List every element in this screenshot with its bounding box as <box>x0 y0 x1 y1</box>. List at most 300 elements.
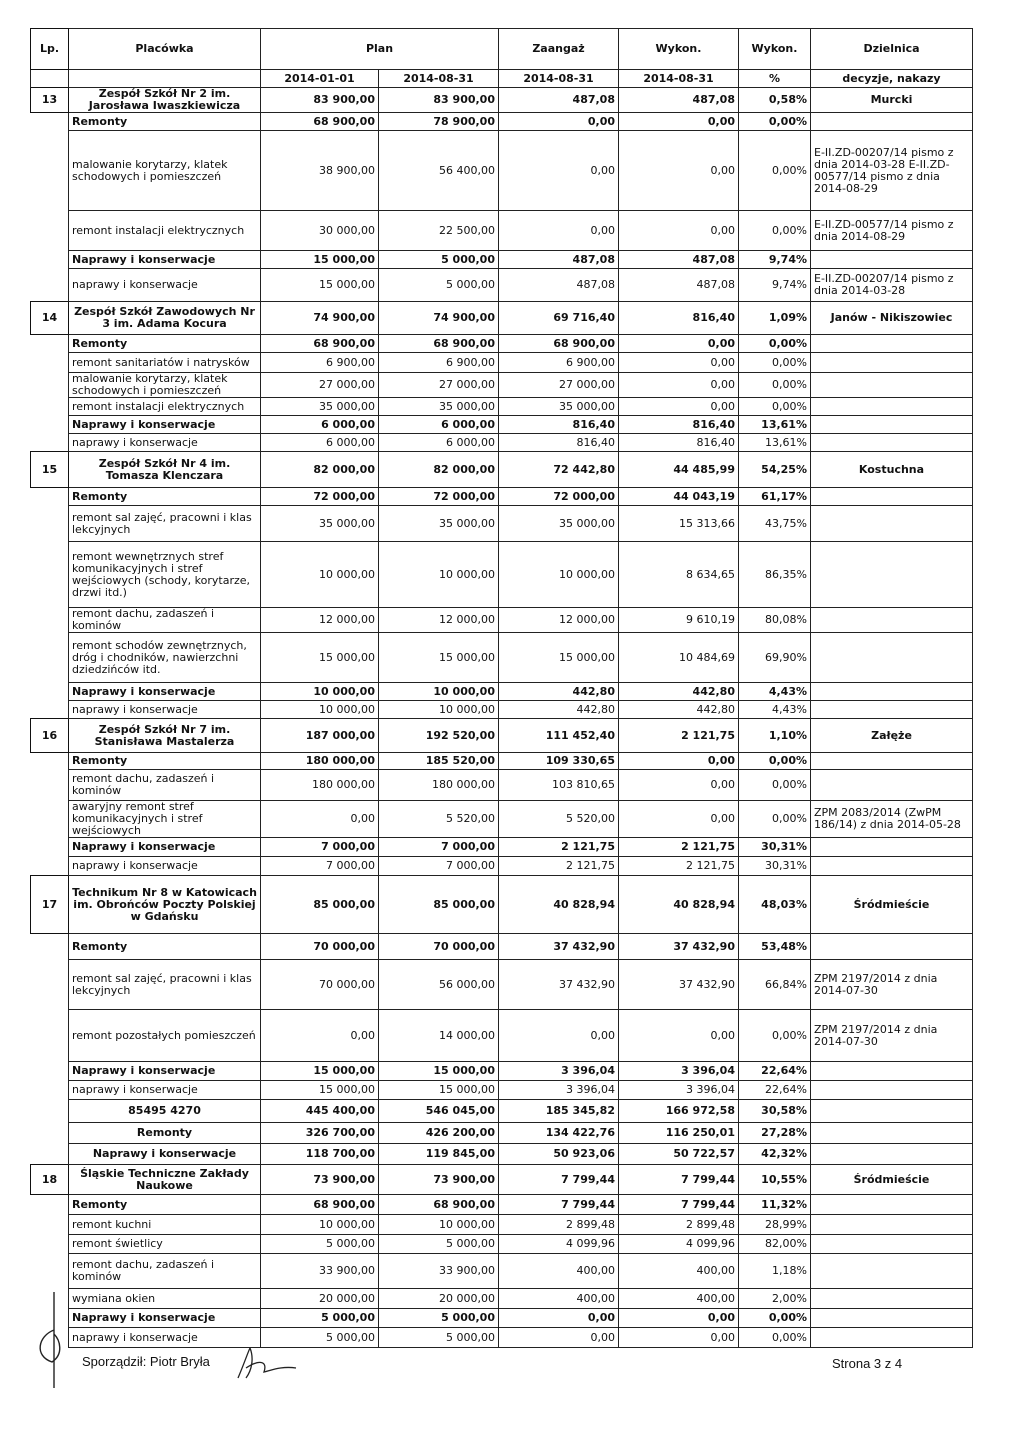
decision-note: E-II.ZD-00207/14 pismo z dnia 2014-03-28 E-II.ZD-00577/14 pismo z dnia 2014-08-29 <box>811 131 973 211</box>
value-p2: 27 000,00 <box>379 373 499 398</box>
facility-name: remont wewnętrznych stref komunikacyjnych i stref wejściowych (schody, korytarze, drzwi itd.) <box>69 542 261 608</box>
value-z: 7 799,44 <box>499 1165 619 1195</box>
value-p1: 5 000,00 <box>261 1328 379 1348</box>
value-pct: 2,00% <box>739 1289 811 1309</box>
value-p2: 74 900,00 <box>379 302 499 335</box>
value-p1: 0,00 <box>261 1010 379 1062</box>
value-w: 442,80 <box>619 701 739 719</box>
value-p2: 10 000,00 <box>379 542 499 608</box>
lp-cell <box>31 608 69 633</box>
value-pct: 10,55% <box>739 1165 811 1195</box>
value-p1: 6 000,00 <box>261 416 379 434</box>
value-w: 0,00 <box>619 1010 739 1062</box>
value-w: 9 610,19 <box>619 608 739 633</box>
value-p2: 180 000,00 <box>379 770 499 801</box>
value-pct: 0,00% <box>739 1328 811 1348</box>
table-row <box>31 434 973 452</box>
lp-cell <box>31 1100 69 1123</box>
table-row <box>31 269 973 302</box>
table-row <box>31 1215 973 1235</box>
value-pct: 0,00% <box>739 373 811 398</box>
value-pct: 1,18% <box>739 1254 811 1289</box>
value-w: 4 099,96 <box>619 1235 739 1254</box>
value-p2: 192 520,00 <box>379 719 499 753</box>
value-p1: 70 000,00 <box>261 934 379 960</box>
value-z: 37 432,90 <box>499 934 619 960</box>
value-pct: 11,32% <box>739 1195 811 1215</box>
value-z: 442,80 <box>499 701 619 719</box>
value-p2: 33 900,00 <box>379 1254 499 1289</box>
value-z: 50 923,06 <box>499 1144 619 1165</box>
facility-name: Remonty <box>69 113 261 131</box>
value-p2: 56 400,00 <box>379 131 499 211</box>
value-z: 400,00 <box>499 1289 619 1309</box>
value-pct: 0,00% <box>739 353 811 373</box>
value-p2: 15 000,00 <box>379 1062 499 1081</box>
value-p2: 5 000,00 <box>379 269 499 302</box>
header-zaangaz: Zaangaż <box>499 29 619 70</box>
value-p1: 15 000,00 <box>261 1062 379 1081</box>
table-row <box>31 353 973 373</box>
value-pct: 1,09% <box>739 302 811 335</box>
lp-cell <box>31 633 69 683</box>
header-plan-date2: 2014-08-31 <box>379 70 499 88</box>
value-p2: 5 000,00 <box>379 1309 499 1328</box>
value-w: 37 432,90 <box>619 960 739 1010</box>
value-z: 487,08 <box>499 269 619 302</box>
lp-cell <box>31 753 69 770</box>
decision-note <box>811 1215 973 1235</box>
value-p1: 20 000,00 <box>261 1289 379 1309</box>
decision-note: ZPM 2083/2014 (ZwPM 186/14) z dnia 2014-05-28 <box>811 801 973 838</box>
facility-name: remont sal zajęć, pracowni i klas lekcyjnych <box>69 506 261 542</box>
facility-name: wymiana okien <box>69 1289 261 1309</box>
value-w: 0,00 <box>619 398 739 416</box>
district: Murcki <box>811 88 973 113</box>
value-w: 487,08 <box>619 251 739 269</box>
table-row <box>31 131 973 211</box>
value-w: 487,08 <box>619 269 739 302</box>
value-p2: 12 000,00 <box>379 608 499 633</box>
value-p1: 180 000,00 <box>261 770 379 801</box>
lp-cell <box>31 1010 69 1062</box>
value-p1: 68 900,00 <box>261 335 379 353</box>
facility-name: remont sanitariatów i natrysków <box>69 353 261 373</box>
facility-name: Remonty <box>69 488 261 506</box>
total-row <box>31 1100 973 1123</box>
table-row <box>31 1328 973 1348</box>
value-pct: 9,74% <box>739 269 811 302</box>
value-w: 2 899,48 <box>619 1215 739 1235</box>
value-z: 134 422,76 <box>499 1123 619 1144</box>
budget-table <box>30 28 973 1348</box>
value-p1: 6 900,00 <box>261 353 379 373</box>
table-row <box>31 701 973 719</box>
lp-cell <box>31 416 69 434</box>
value-w: 3 396,04 <box>619 1081 739 1100</box>
value-p2: 82 000,00 <box>379 452 499 488</box>
facility-name: naprawy i konserwacje <box>69 434 261 452</box>
value-pct: 53,48% <box>739 934 811 960</box>
value-pct: 9,74% <box>739 251 811 269</box>
value-w: 816,40 <box>619 434 739 452</box>
value-p2: 185 520,00 <box>379 753 499 770</box>
header-zaangaz-date: 2014-08-31 <box>499 70 619 88</box>
value-z: 816,40 <box>499 416 619 434</box>
value-p2: 85 000,00 <box>379 876 499 934</box>
value-p1: 10 000,00 <box>261 701 379 719</box>
decision-note <box>811 753 973 770</box>
value-p2: 35 000,00 <box>379 398 499 416</box>
signature-margin <box>24 1290 84 1390</box>
value-w: 487,08 <box>619 88 739 113</box>
value-w: 0,00 <box>619 1309 739 1328</box>
lp-cell: 15 <box>31 452 69 488</box>
lp-cell <box>31 251 69 269</box>
value-p2: 119 845,00 <box>379 1144 499 1165</box>
value-w: 116 250,01 <box>619 1123 739 1144</box>
lp-cell: 18 <box>31 1165 69 1195</box>
lp-cell <box>31 701 69 719</box>
header-wykon-date: 2014-08-31 <box>619 70 739 88</box>
value-z: 6 900,00 <box>499 353 619 373</box>
value-p2: 72 000,00 <box>379 488 499 506</box>
lp-cell <box>31 1081 69 1100</box>
value-p2: 546 045,00 <box>379 1100 499 1123</box>
district: Śródmieście <box>811 876 973 934</box>
facility-name: Remonty <box>69 335 261 353</box>
value-p2: 70 000,00 <box>379 934 499 960</box>
value-w: 816,40 <box>619 302 739 335</box>
category-row <box>31 416 973 434</box>
lp-cell: 16 <box>31 719 69 753</box>
value-pct: 0,00% <box>739 211 811 251</box>
value-pct: 0,00% <box>739 1010 811 1062</box>
decision-note <box>811 1195 973 1215</box>
category-row <box>31 251 973 269</box>
value-z: 2 121,75 <box>499 857 619 876</box>
decision-note <box>811 416 973 434</box>
value-pct: 0,00% <box>739 131 811 211</box>
lp-cell <box>31 1215 69 1235</box>
decision-note <box>811 1100 973 1123</box>
value-p1: 326 700,00 <box>261 1123 379 1144</box>
table-row <box>31 633 973 683</box>
value-p1: 85 000,00 <box>261 876 379 934</box>
value-pct: 22,64% <box>739 1081 811 1100</box>
value-pct: 66,84% <box>739 960 811 1010</box>
value-w: 3 396,04 <box>619 1062 739 1081</box>
value-z: 816,40 <box>499 434 619 452</box>
facility-name: malowanie korytarzy, klatek schodowych i pomieszczeń <box>69 373 261 398</box>
value-p2: 14 000,00 <box>379 1010 499 1062</box>
value-w: 8 634,65 <box>619 542 739 608</box>
value-pct: 43,75% <box>739 506 811 542</box>
value-pct: 13,61% <box>739 434 811 452</box>
value-pct: 0,00% <box>739 1309 811 1328</box>
value-z: 442,80 <box>499 683 619 701</box>
decision-note <box>811 770 973 801</box>
decision-note <box>811 857 973 876</box>
decision-note <box>811 633 973 683</box>
value-p1: 445 400,00 <box>261 1100 379 1123</box>
lp-cell <box>31 1062 69 1081</box>
value-pct: 42,32% <box>739 1144 811 1165</box>
facility-name: Zespół Szkół Nr 2 im. Jarosława Iwaszkiewicza <box>69 88 261 113</box>
value-p1: 72 000,00 <box>261 488 379 506</box>
value-p2: 68 900,00 <box>379 335 499 353</box>
decision-note <box>811 353 973 373</box>
lp-cell <box>31 211 69 251</box>
value-w: 400,00 <box>619 1254 739 1289</box>
facility-name: naprawy i konserwacje <box>69 701 261 719</box>
lp-cell <box>31 113 69 131</box>
value-w: 400,00 <box>619 1289 739 1309</box>
header-wykon-pct: Wykon. <box>739 29 811 70</box>
value-p1: 38 900,00 <box>261 131 379 211</box>
decision-note <box>811 1289 973 1309</box>
value-p2: 6 000,00 <box>379 416 499 434</box>
category-row <box>31 838 973 857</box>
decision-note <box>811 434 973 452</box>
school-row <box>31 88 973 113</box>
value-pct: 0,00% <box>739 801 811 838</box>
school-row <box>31 719 973 753</box>
facility-name: malowanie korytarzy, klatek schodowych i pomieszczeń <box>69 131 261 211</box>
table-row <box>31 1254 973 1289</box>
value-pct: 30,31% <box>739 838 811 857</box>
lp-cell <box>31 801 69 838</box>
value-p2: 15 000,00 <box>379 1081 499 1100</box>
lp-cell <box>31 960 69 1010</box>
lp-cell <box>31 398 69 416</box>
table-row <box>31 398 973 416</box>
value-z: 0,00 <box>499 1328 619 1348</box>
value-p1: 73 900,00 <box>261 1165 379 1195</box>
value-p1: 5 000,00 <box>261 1309 379 1328</box>
decision-note <box>811 398 973 416</box>
facility-name: Naprawy i konserwacje <box>69 416 261 434</box>
table-row <box>31 1289 973 1309</box>
value-z: 68 900,00 <box>499 335 619 353</box>
value-w: 44 485,99 <box>619 452 739 488</box>
value-w: 7 799,44 <box>619 1165 739 1195</box>
value-p2: 35 000,00 <box>379 506 499 542</box>
value-w: 10 484,69 <box>619 633 739 683</box>
decision-note <box>811 934 973 960</box>
facility-name: naprawy i konserwacje <box>69 269 261 302</box>
decision-note <box>811 488 973 506</box>
value-w: 2 121,75 <box>619 857 739 876</box>
value-w: 0,00 <box>619 131 739 211</box>
value-p1: 83 900,00 <box>261 88 379 113</box>
total-row <box>31 1144 973 1165</box>
table-row <box>31 1081 973 1100</box>
value-z: 4 099,96 <box>499 1235 619 1254</box>
facility-name: remont dachu, zadaszeń i kominów <box>69 608 261 633</box>
value-p1: 6 000,00 <box>261 434 379 452</box>
value-p2: 68 900,00 <box>379 1195 499 1215</box>
lp-cell <box>31 488 69 506</box>
table-row <box>31 801 973 838</box>
category-row <box>31 113 973 131</box>
table-row <box>31 542 973 608</box>
value-z: 3 396,04 <box>499 1081 619 1100</box>
decision-note <box>811 506 973 542</box>
value-p1: 30 000,00 <box>261 211 379 251</box>
facility-name: remont instalacji elektrycznych <box>69 398 261 416</box>
facility-name: Zespół Szkół Zawodowych Nr 3 im. Adama Kocura <box>69 302 261 335</box>
lp-cell <box>31 335 69 353</box>
value-p2: 5 000,00 <box>379 1328 499 1348</box>
category-row <box>31 335 973 353</box>
value-z: 35 000,00 <box>499 398 619 416</box>
category-row <box>31 1062 973 1081</box>
school-row <box>31 452 973 488</box>
value-z: 400,00 <box>499 1254 619 1289</box>
lp-cell <box>31 506 69 542</box>
header-decyzje: decyzje, nakazy <box>811 70 973 88</box>
value-w: 0,00 <box>619 353 739 373</box>
value-p1: 68 900,00 <box>261 113 379 131</box>
decision-note <box>811 1235 973 1254</box>
lp-cell: 14 <box>31 302 69 335</box>
decision-note <box>811 1144 973 1165</box>
value-pct: 1,10% <box>739 719 811 753</box>
decision-note <box>811 1254 973 1289</box>
decision-note: ZPM 2197/2014 z dnia 2014-07-30 <box>811 1010 973 1062</box>
header-pct: % <box>739 70 811 88</box>
value-p2: 5 520,00 <box>379 801 499 838</box>
lp-cell <box>31 269 69 302</box>
value-w: 0,00 <box>619 113 739 131</box>
facility-name: Naprawy i konserwacje <box>69 251 261 269</box>
value-pct: 86,35% <box>739 542 811 608</box>
value-w: 7 799,44 <box>619 1195 739 1215</box>
header-plan-date1: 2014-01-01 <box>261 70 379 88</box>
facility-name: remont kuchni <box>69 1215 261 1235</box>
value-w: 2 121,75 <box>619 838 739 857</box>
value-p2: 426 200,00 <box>379 1123 499 1144</box>
district: Załęże <box>811 719 973 753</box>
value-p1: 82 000,00 <box>261 452 379 488</box>
value-z: 103 810,65 <box>499 770 619 801</box>
facility-name: Remonty <box>69 1195 261 1215</box>
decision-note <box>811 335 973 353</box>
facility-name: Remonty <box>69 934 261 960</box>
value-p1: 7 000,00 <box>261 838 379 857</box>
decision-note <box>811 701 973 719</box>
value-p1: 12 000,00 <box>261 608 379 633</box>
value-w: 37 432,90 <box>619 934 739 960</box>
value-z: 12 000,00 <box>499 608 619 633</box>
lp-cell <box>31 1123 69 1144</box>
value-p1: 35 000,00 <box>261 506 379 542</box>
value-p1: 15 000,00 <box>261 633 379 683</box>
value-pct: 61,17% <box>739 488 811 506</box>
district: Janów - Nikiszowiec <box>811 302 973 335</box>
facility-name: awaryjny remont stref komunikacyjnych i stref wejściowych <box>69 801 261 838</box>
value-pct: 0,00% <box>739 770 811 801</box>
header-dates-row <box>31 70 973 88</box>
table-row <box>31 770 973 801</box>
value-z: 40 828,94 <box>499 876 619 934</box>
lp-cell <box>31 373 69 398</box>
value-p2: 56 000,00 <box>379 960 499 1010</box>
facility-name: naprawy i konserwacje <box>69 857 261 876</box>
value-w: 442,80 <box>619 683 739 701</box>
category-row <box>31 1309 973 1328</box>
value-w: 816,40 <box>619 416 739 434</box>
header-plan: Plan <box>261 29 499 70</box>
value-w: 15 313,66 <box>619 506 739 542</box>
value-pct: 48,03% <box>739 876 811 934</box>
value-p1: 187 000,00 <box>261 719 379 753</box>
lp-cell <box>31 1254 69 1289</box>
decision-note <box>811 1328 973 1348</box>
lp-cell: 17 <box>31 876 69 934</box>
prepared-by: Sporządził: Piotr Bryła <box>82 1354 210 1369</box>
table-row <box>31 373 973 398</box>
facility-name: Remonty <box>69 753 261 770</box>
value-p1: 5 000,00 <box>261 1235 379 1254</box>
value-p2: 7 000,00 <box>379 838 499 857</box>
value-p1: 15 000,00 <box>261 251 379 269</box>
school-row <box>31 1165 973 1195</box>
value-w: 40 828,94 <box>619 876 739 934</box>
facility-name: remont instalacji elektrycznych <box>69 211 261 251</box>
page-number: Strona 3 z 4 <box>832 1356 903 1371</box>
value-z: 109 330,65 <box>499 753 619 770</box>
value-w: 0,00 <box>619 335 739 353</box>
value-z: 0,00 <box>499 1010 619 1062</box>
decision-note: E-II.ZD-00577/14 pismo z dnia 2014-08-29 <box>811 211 973 251</box>
value-p1: 74 900,00 <box>261 302 379 335</box>
category-row <box>31 683 973 701</box>
value-p1: 7 000,00 <box>261 857 379 876</box>
category-row <box>31 1195 973 1215</box>
value-p1: 0,00 <box>261 801 379 838</box>
decision-note <box>811 373 973 398</box>
facility-name: Naprawy i konserwacje <box>69 838 261 857</box>
value-z: 27 000,00 <box>499 373 619 398</box>
district: Śródmieście <box>811 1165 973 1195</box>
total-row <box>31 1123 973 1144</box>
lp-cell: 13 <box>31 88 69 113</box>
facility-name: Zespół Szkół Nr 4 im. Tomasza Klenczara <box>69 452 261 488</box>
value-w: 50 722,57 <box>619 1144 739 1165</box>
value-p2: 6 000,00 <box>379 434 499 452</box>
value-pct: 0,58% <box>739 88 811 113</box>
header-blank <box>31 70 69 88</box>
value-z: 0,00 <box>499 131 619 211</box>
decision-note: E-II.ZD-00207/14 pismo z dnia 2014-03-28 <box>811 269 973 302</box>
value-pct: 4,43% <box>739 701 811 719</box>
decision-note <box>811 1062 973 1081</box>
value-w: 44 043,19 <box>619 488 739 506</box>
value-z: 69 716,40 <box>499 302 619 335</box>
facility-name: Remonty <box>69 1123 261 1144</box>
value-p2: 6 900,00 <box>379 353 499 373</box>
table-row <box>31 211 973 251</box>
value-pct: 0,00% <box>739 113 811 131</box>
value-p2: 15 000,00 <box>379 633 499 683</box>
value-p1: 118 700,00 <box>261 1144 379 1165</box>
value-p1: 15 000,00 <box>261 1081 379 1100</box>
value-w: 0,00 <box>619 753 739 770</box>
value-pct: 0,00% <box>739 753 811 770</box>
lp-cell <box>31 542 69 608</box>
